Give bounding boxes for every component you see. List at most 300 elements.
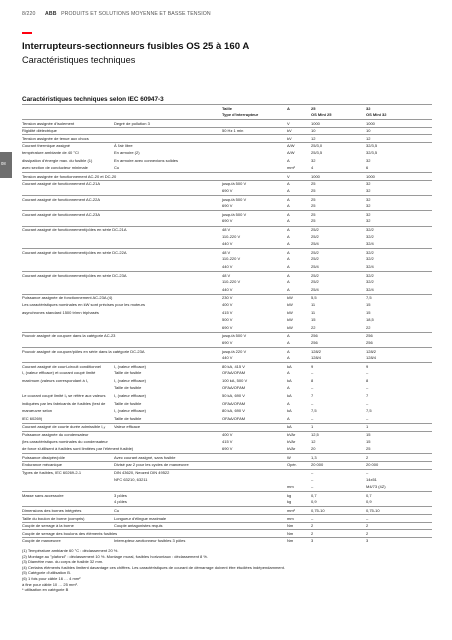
table-cell: 9: [311, 363, 314, 369]
table-cell: 20 000: [311, 462, 324, 468]
table-row: [22, 271, 432, 279]
table-cell: 20 000: [366, 462, 379, 468]
table-cell: 25: [311, 188, 316, 194]
table-cell: 4 pôles: [114, 499, 127, 505]
table-cell: 80 kA, 690 V: [222, 408, 245, 414]
table-cell: mm: [287, 515, 294, 521]
table-cell: A: [287, 370, 290, 376]
table-cell: OS Mini 32: [366, 112, 387, 118]
table-cell: Courant assigné de fonctionnement/pôles en série DC-23A: [22, 272, 127, 278]
table-cell: 440 V: [222, 241, 233, 247]
table-row: [22, 423, 432, 431]
footnote: (2) Montage au "plafond" : déclassement 10 %. Montage mural, fusibles horizontaux : déclassement 8 %.: [22, 553, 209, 559]
table-row: [22, 491, 432, 499]
table-cell: A: [287, 188, 290, 194]
table-cell: Puissance assignée de fonctionnement AC-23A (4): [22, 295, 113, 301]
table-cell: Rigidité diélectrique: [22, 128, 57, 134]
table-cell: Tension assignée de tenue aux chocs: [22, 135, 89, 141]
table-cell: kA: [287, 377, 292, 383]
table-cell: À l'air libre: [114, 143, 133, 149]
table-cell: 25: [311, 218, 316, 224]
table-cell: 48 V: [222, 272, 231, 278]
table-cell: kW: [287, 324, 293, 330]
table-cell: Valeur efficace: [114, 424, 141, 430]
table-cell: A: [287, 279, 290, 285]
table-cell: (les caractéristiques nominales du condensateur: [22, 438, 108, 444]
table-cell: kW: [287, 295, 293, 301]
table-cell: 7: [311, 393, 314, 399]
table-cell: 9: [366, 363, 369, 369]
table-row: [22, 256, 432, 264]
table-cell: Couple de manœuvre: [22, 538, 61, 544]
table-cell: Courant assigné de fonctionnement AC-23A: [22, 211, 101, 217]
table-cell: 22: [311, 324, 316, 330]
table-cell: 1,3: [311, 454, 317, 460]
table-cell: A: [287, 157, 290, 163]
table-cell: I꜀ (valeur efficace): [114, 377, 146, 383]
table-cell: kVAr: [287, 438, 296, 444]
table-cell: A: [287, 263, 290, 269]
table-cell: 32: [366, 105, 371, 111]
table-cell: 440 V: [222, 263, 233, 269]
table-cell: Dimensions des bornes intégrées: [22, 507, 82, 513]
table-cell: Puissance dissipée/pôle: [22, 454, 65, 460]
table-cell: M4/73 (4Z): [366, 484, 386, 490]
table-cell: 15: [366, 438, 371, 444]
table-cell: Pouvoir assigné de coupure dans la catégorie AC-23: [22, 333, 116, 339]
table-row: [22, 294, 432, 302]
table-cell: 690 V: [222, 203, 233, 209]
table-cell: 14x51: [366, 476, 377, 482]
table-cell: 15: [366, 432, 371, 438]
table-cell: 32/4: [366, 263, 374, 269]
table-row: [22, 134, 432, 142]
table-cell: 25: [311, 196, 316, 202]
table-cell: 22: [366, 324, 371, 330]
table-row: [22, 218, 432, 226]
table-row: [22, 446, 432, 454]
table-row: [22, 279, 432, 287]
table-row: [22, 248, 432, 256]
accent-bar: [22, 32, 32, 34]
table-cell: Divisé par 2 pour les cycles de manœuvre: [114, 462, 189, 468]
table-cell: 100 kA, 500 V: [222, 377, 248, 383]
table-cell: 7,5: [366, 295, 372, 301]
table-cell: A: [287, 249, 290, 255]
table-cell: Nm: [287, 523, 294, 529]
table-cell: 32/3,5: [366, 143, 378, 149]
table-cell: 32/4: [366, 241, 374, 247]
table-cell: kA: [287, 424, 292, 430]
table-cell: 32: [366, 196, 371, 202]
table-cell: 690 V: [222, 188, 233, 194]
table-row: [22, 476, 432, 484]
table-cell: 32: [366, 218, 371, 224]
table-cell: 10: [311, 128, 316, 134]
table-cell: 25/2: [311, 227, 319, 232]
table-cell: 0,9: [311, 499, 317, 505]
table-cell: 415 V: [222, 438, 233, 444]
table-cell: 32/2: [366, 279, 374, 285]
table-cell: Types de fusibles, IEC 60269-2-1: [22, 470, 82, 475]
table-row: [22, 461, 432, 469]
table-cell: 400 V: [222, 432, 233, 438]
table-cell: kV: [287, 135, 292, 141]
table-cell: kW: [287, 317, 293, 323]
table-row: [22, 317, 432, 325]
table-cell: A: [287, 227, 290, 232]
table-row: [22, 324, 432, 332]
table-cell: 32: [366, 203, 371, 209]
table-cell: kA: [287, 408, 292, 414]
table-row: [22, 522, 432, 530]
table-cell: jusqu'à 500 V: [222, 333, 247, 339]
table-cell: Courant assigné de fonctionnement/pôles en série DC-22A: [22, 249, 127, 255]
footnote: (1) Température ambiante 60 °C : déclassement 20 %.: [22, 548, 119, 553]
table-cell: 1: [366, 424, 369, 430]
table-cell: A: [287, 233, 290, 239]
table-cell: mm: [287, 484, 294, 490]
table-row: [22, 172, 432, 180]
table-cell: 256: [311, 333, 318, 339]
table-cell: 32/4: [366, 286, 374, 292]
footnote: * utilisation en catégorie B: [22, 587, 69, 593]
table-cell: OFAA/OFAM: [222, 400, 246, 406]
table-cell: 25/2: [311, 279, 319, 285]
table-cell: 11: [311, 309, 316, 315]
table-cell: V: [287, 120, 290, 126]
table-row: [22, 157, 432, 165]
table-cell: 110-220 V: [222, 256, 241, 262]
spec-table: [22, 104, 432, 544]
page-header: [22, 11, 211, 17]
table-row: [22, 355, 432, 363]
table-row: [22, 453, 432, 461]
table-cell: 15: [366, 309, 371, 315]
table-cell: 230 V: [222, 295, 233, 301]
table-cell: 128/2: [366, 348, 377, 354]
table-cell: Courant assigné de fonctionnement AC-21A: [22, 181, 101, 187]
table-cell: avec section de conducteur minimale: [22, 165, 88, 171]
table-cell: OFAA/OFAM: [222, 370, 246, 376]
table-row: [22, 370, 432, 378]
table-cell: Taille de fusible: [114, 415, 142, 421]
table-row: [22, 499, 432, 507]
table-row: [22, 210, 432, 218]
table-cell: de force s'utilisent à fusibles sont limitées par l'élément fusible): [22, 446, 134, 452]
table-cell: Cu: [114, 165, 120, 171]
table-cell: 8: [311, 377, 314, 383]
table-cell: A: [287, 241, 290, 247]
table-cell: Couple antagonistes requis: [114, 523, 163, 529]
table-cell: Nm: [287, 538, 294, 544]
table-cell: Courant assigné de fonctionnement AC-22A: [22, 196, 101, 202]
table-cell: Opér.: [287, 462, 297, 468]
table-cell: Type d'interrupteur: [222, 112, 259, 118]
footnotes: [22, 549, 432, 594]
table-cell: 2: [311, 523, 314, 529]
table-cell: mm²: [287, 507, 295, 513]
table-cell: –: [311, 385, 314, 391]
table-cell: Cu: [114, 507, 120, 513]
table-row: [22, 142, 432, 150]
table-row: [22, 233, 432, 241]
table-cell: 25/2: [311, 249, 319, 255]
table-cell: 128/4: [311, 355, 322, 361]
table-cell: 2: [366, 530, 369, 536]
table-cell: 500 V: [222, 317, 233, 323]
table-cell: Taille de fusible: [114, 400, 142, 406]
table-cell: 48 V: [222, 227, 231, 232]
table-cell: kW: [287, 301, 293, 307]
table-cell: asynchrones standard 1500 tr/mn triphasés: [22, 309, 99, 315]
table-cell: jusqu'à 500 V: [222, 181, 247, 187]
table-cell: –: [366, 370, 369, 376]
table-cell: 80 kA, 415 V: [222, 363, 245, 369]
table-cell: I꜀ (valeur efficace): [114, 363, 146, 369]
table-cell: 32: [366, 181, 371, 187]
table-cell: kg: [287, 499, 292, 505]
footnote: (5) Catégorie d'utilisation B.: [22, 570, 72, 576]
table-cell: A: [287, 286, 290, 292]
table-cell: En armoire (2): [114, 150, 140, 156]
table-cell: 2: [311, 530, 314, 536]
table-cell: 10: [366, 128, 371, 134]
table-cell: Taille du boulon de borne (compris): [22, 515, 85, 521]
table-cell: 3: [311, 538, 314, 544]
table-cell: 18,5: [366, 317, 374, 323]
table-cell: –: [366, 415, 369, 421]
table-row: [22, 241, 432, 249]
table-cell: jusqu'à 220 V: [222, 348, 247, 354]
table-row: [22, 180, 432, 188]
table-cell: 110-220 V: [222, 279, 241, 285]
table-cell: 3 pôles: [114, 492, 127, 498]
table-cell: –: [311, 415, 314, 421]
table-cell: 25/2: [311, 272, 319, 278]
table-cell: 25/2: [311, 256, 319, 262]
table-row: [22, 385, 432, 393]
footnote: à fine pour câble 10 … 25 mm².: [22, 581, 79, 587]
table-cell: 32/2: [366, 227, 374, 232]
table-row: [22, 377, 432, 385]
table-cell: 25/2: [311, 233, 319, 239]
table-cell: Taille de fusible: [114, 370, 142, 376]
table-cell: 1000: [311, 120, 320, 126]
table-row: [22, 537, 432, 545]
table-cell: 25/4: [311, 286, 319, 292]
table-row: [22, 438, 432, 446]
table-cell: kA: [287, 393, 292, 399]
table-cell: A: [287, 415, 290, 421]
table-row: [22, 263, 432, 271]
table-cell: I꜀ (valeur efficace): [114, 408, 146, 414]
table-cell: IEC 60269): [22, 415, 43, 421]
table-cell: 25: [366, 446, 371, 452]
table-cell: 50 kA, 690 V: [222, 393, 245, 399]
table-row: [22, 431, 432, 439]
table-cell: Le courant coupé limité Iₛ se réfère aux valeurs: [22, 393, 106, 399]
table-cell: 7: [366, 393, 369, 399]
table-row: [22, 104, 432, 112]
table-row: [22, 469, 432, 477]
table-cell: 25: [311, 203, 316, 209]
table-cell: V: [287, 173, 290, 179]
table-cell: Interrupteur-sectionneur fusibles 3 pôles: [114, 538, 186, 544]
table-cell: 440 V: [222, 355, 233, 361]
table-cell: maximum (valeurs correspondant à I꜀: [22, 377, 89, 383]
table-cell: mm²: [287, 165, 295, 171]
table-cell: A: [287, 256, 290, 262]
table-cell: 7,5: [311, 408, 317, 414]
table-cell: 6: [366, 165, 369, 171]
table-cell: 25: [311, 105, 316, 111]
table-cell: Tension assignée de fonctionnement AC-20 et DC-20: [22, 173, 117, 179]
footnote: (4) Certains éléments fusibles limitent davantage ces chiffres. Les caractéristiques de courant de démarrage doivent être étudiées indépendamment.: [22, 564, 285, 570]
table-cell: Nm: [287, 530, 294, 536]
table-cell: A: [287, 333, 290, 339]
table-cell: indiquées par les fabricants de fusibles (test de: [22, 400, 106, 406]
table-row: [22, 286, 432, 294]
table-cell: Taille de fusible: [114, 385, 142, 391]
table-cell: 12,5: [311, 432, 319, 438]
table-cell: manœuvre selon: [22, 408, 53, 414]
table-row: [22, 332, 432, 340]
table-cell: Taille: [222, 105, 232, 111]
table-cell: 32/2: [366, 272, 374, 278]
table-cell: dissipation d'énergie max. du fusible (1): [22, 157, 93, 163]
table-cell: Courant assigné de courte durée admissible I꜀ᵥ: [22, 424, 106, 430]
table-row: [22, 195, 432, 203]
table-cell: Longueur d'élingue maximale: [114, 515, 167, 521]
table-row: [22, 347, 432, 355]
table-row: [22, 165, 432, 173]
table-cell: A: [287, 211, 290, 217]
table-cell: 50 Hz 1 min: [222, 128, 244, 134]
table-cell: Courant thermique assigné: [22, 143, 71, 149]
table-cell: 32: [366, 157, 371, 163]
table-cell: température ambiante de 40 °C/: [22, 150, 79, 156]
table-cell: –: [366, 470, 369, 475]
table-cell: 0,7: [366, 492, 372, 498]
table-cell: 15: [311, 317, 316, 323]
table-row: [22, 127, 432, 135]
table-cell: A: [287, 218, 290, 224]
table-cell: 25/3,5: [311, 150, 323, 156]
table-cell: 32/2: [366, 256, 374, 262]
table-cell: 5,5: [311, 295, 317, 301]
table-cell: 8: [366, 377, 369, 383]
table-cell: DIN 43620, Neozed DIN 49522: [114, 470, 170, 475]
table-cell: 440 V: [222, 286, 233, 292]
table-cell: Couple de serrage des boulons des éléments fusibles: [22, 530, 118, 536]
table-cell: 20: [311, 446, 316, 452]
table-row: [22, 150, 432, 158]
footnote: (6) 1 fois pour câble 16 … 4 mm²: [22, 575, 81, 581]
table-cell: 12: [366, 135, 371, 141]
table-cell: –: [366, 385, 369, 391]
table-cell: 110-220 V: [222, 233, 241, 239]
table-cell: Puissance assignée du condensateur: [22, 432, 89, 438]
table-cell: Tension assignée d'isolement: [22, 120, 75, 126]
table-row: [22, 514, 432, 522]
table-cell: 12: [311, 135, 316, 141]
table-cell: 1000: [366, 120, 375, 126]
table-cell: A: [287, 339, 290, 345]
table-cell: Courant assigné de court-circuit conditionnel: [22, 363, 101, 369]
table-cell: 256: [366, 333, 373, 339]
table-cell: Degré de pollution 3: [114, 120, 150, 126]
table-cell: 12: [311, 438, 316, 444]
table-row: [22, 529, 432, 537]
table-cell: A: [287, 385, 290, 391]
table-cell: OS Mini 25: [311, 112, 332, 118]
table-cell: 25: [311, 181, 316, 187]
table-cell: OFAA/OFAM: [222, 385, 246, 391]
table-cell: A/W: [287, 143, 295, 149]
table-cell: A: [287, 203, 290, 209]
page-title: Interrupteurs-sectionneurs fusibles OS 25 à 160 A: [22, 41, 250, 52]
table-cell: –: [311, 470, 314, 475]
table-cell: –: [366, 515, 369, 521]
table-cell: 256: [366, 339, 373, 345]
table-cell: jusqu'à 500 V: [222, 211, 247, 217]
table-cell: 690 V: [222, 324, 233, 330]
table-cell: jusqu'à 500 V: [222, 196, 247, 202]
table-cell: 48 V: [222, 249, 231, 255]
table-row: [22, 362, 432, 370]
table-cell: 690 V: [222, 339, 233, 345]
table-row: [22, 415, 432, 423]
table-cell: NFC 63210, 63211: [114, 476, 148, 482]
table-cell: 32/2: [366, 249, 374, 255]
table-cell: 3: [366, 538, 369, 544]
table-cell: –: [311, 484, 314, 490]
table-cell: 256: [311, 339, 318, 345]
table-cell: Masse sans accessoire: [22, 492, 64, 498]
table-row: [22, 393, 432, 401]
brand-logo: ABB: [45, 11, 57, 17]
table-cell: Endurance mécanique: [22, 462, 63, 468]
table-cell: 32: [366, 211, 371, 217]
table-cell: A/W: [287, 150, 295, 156]
table-cell: kVAr: [287, 446, 296, 452]
table-row: [22, 400, 432, 408]
table-cell: Les caractéristiques nominales en kW sont précises pour les moteurs: [22, 301, 145, 307]
table-cell: Pouvoir assigné de coupure/pôles en série dans la catégorie DC-23A: [22, 348, 145, 354]
table-cell: 0,9: [366, 499, 372, 505]
table-cell: 15: [366, 301, 371, 307]
table-cell: A: [287, 348, 290, 354]
table-row: [22, 119, 432, 127]
table-cell: 7,5: [366, 408, 372, 414]
table-cell: 128/4: [366, 355, 377, 361]
table-cell: A: [287, 272, 290, 278]
table-cell: 690 V: [222, 218, 233, 224]
table-cell: 25/3,0: [311, 143, 323, 149]
table-cell: W: [287, 454, 291, 460]
table-row: [22, 506, 432, 514]
table-cell: A: [287, 196, 290, 202]
table-cell: I꜀ (valeur efficace): [114, 393, 146, 399]
table-cell: 25/4: [311, 241, 319, 247]
table-cell: 25: [311, 211, 316, 217]
table-cell: 32: [366, 188, 371, 194]
table-cell: 32/2: [366, 233, 374, 239]
table-cell: En armoire avec connexions solides: [114, 157, 179, 163]
page-subtitle: Caractéristiques techniques: [22, 55, 136, 65]
table-row: [22, 309, 432, 317]
